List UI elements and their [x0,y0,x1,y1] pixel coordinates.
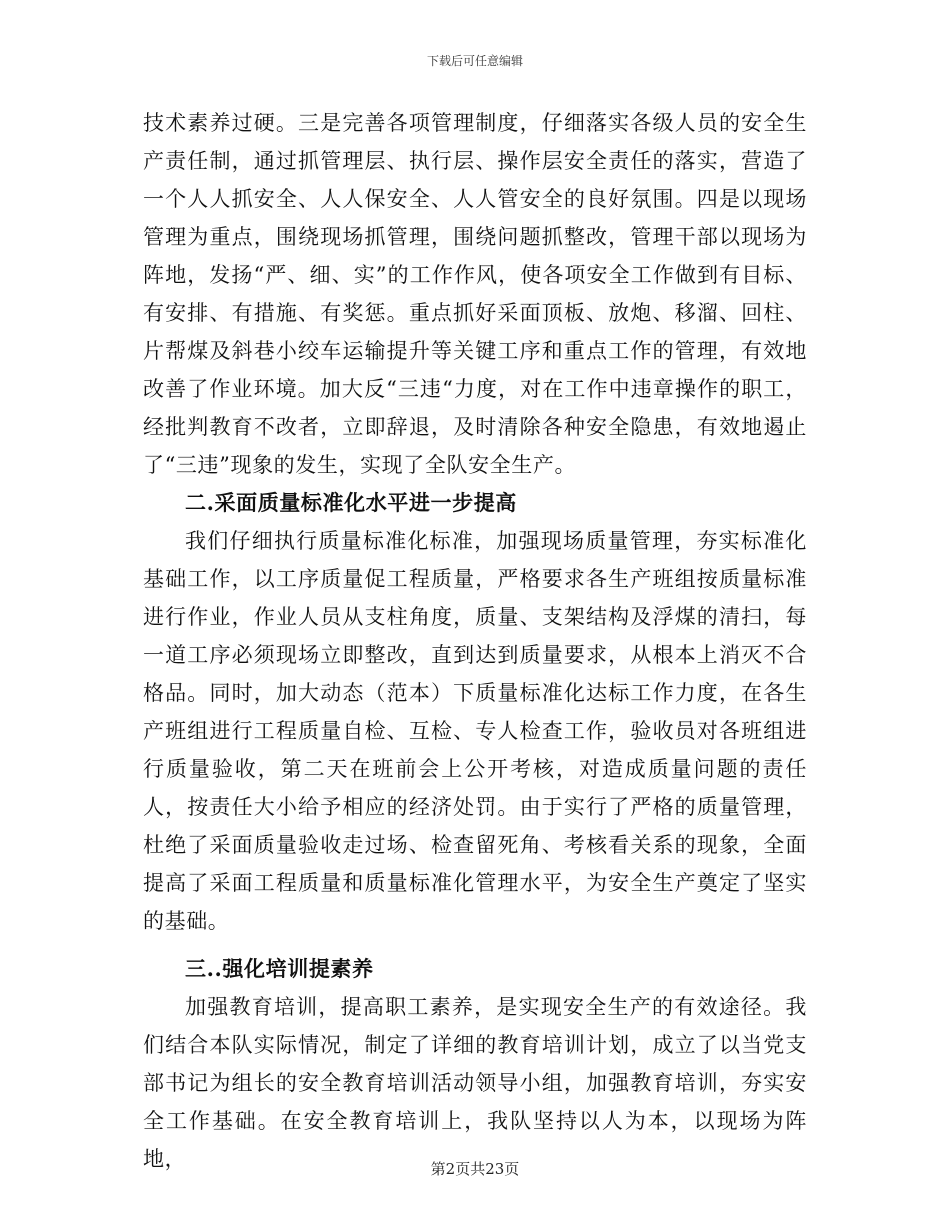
paragraph-3: 加强教育培训，提高职工素养，是实现安全生产的有效途径。我们结合本队实际情况，制定了详细的教育培训计划，成立了以当党支部书记为组长的安全教育培训活动领导小组，加强教育培训，夯实安全工作基础。在安全教育培训上，我队坚持以人为本，以现场为阵地， [143,995,807,1171]
section-heading-2: 二.采面质量标准化水平进一步提高 [185,490,517,515]
section-heading-3: 三..强化培训提素养 [185,956,374,981]
header-note: 下载后可任意编辑 [426,54,523,68]
paragraph-1: 技术素养过硬。三是完善各项管理制度，仔细落实各级人员的安全生产责任制，通过抓管理层、执行层、操作层安全责任的落实，营造了一个人人抓安全、人人保安全、人人管安全的良好氛围。四是以现场管理为重点，围绕现场抓管理，围绕问题抓整改，管理干部以现场为阵地，发扬“严、细、实”的工作作风，使各项安全工作做到有目标、有安排、有措施、有奖惩。重点抓好采面顶板、放炮、移溜、回柱、片帮煤及斜巷小绞车运输提升等关键工序和重点工作的管理，有效地改善了作业环境。加大反“三违“力度，对在工作中违章操作的职工，经批判教育不改者，立即辞退，及时清除各种安全隐患，有效地遏止了“三违”现象的发生，实现了全队安全生产。 [143,111,807,477]
paragraph-2: 我们仔细执行质量标准化标准，加强现场质量管理，夯实标准化基础工作，以工序质量促工程质量，严格要求各生产班组按质量标准进行作业，作业人员从支柱角度，质量、支架结构及浮煤的清扫，每一道工序必须现场立即整改，直到达到质量要求，从根本上消灭不合格品。同时，加大动态（范本）下质量标准化达标工作力度，在各生产班组进行工程质量自检、互检、专人检查工作，验收员对各班组进行质量验收，第二天在班前会上公开考核，对造成质量问题的责任人，按责任大小给予相应的经济处罚。由于实行了严格的质量管理，杜绝了采面质量验收走过场、检查留死角、考核看关系的现象，全面提高了采面工程质量和质量标准化管理水平，为安全生产奠定了坚实的基础。 [143,529,807,933]
page-number: 第2页共23页 [430,1160,520,1178]
document-body [143,104,807,1178]
